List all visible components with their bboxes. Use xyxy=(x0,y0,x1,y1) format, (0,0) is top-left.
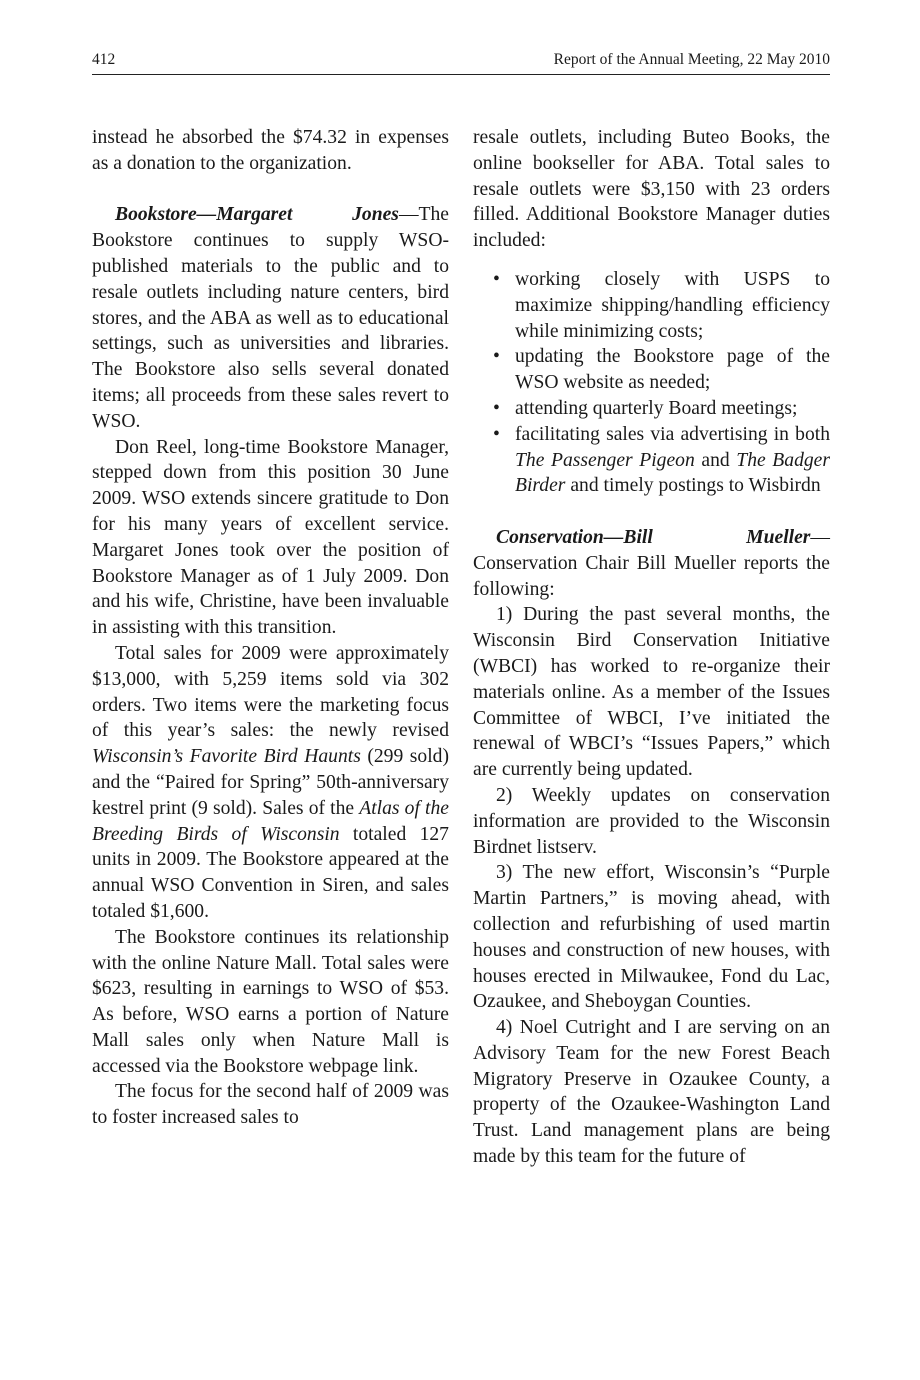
duty-text-c: and timely postings to Wisbirdn xyxy=(565,475,821,497)
list-item xyxy=(473,267,830,344)
section-heading-bookstore: Bookstore—Margaret Jones xyxy=(115,204,399,226)
list-item xyxy=(473,422,830,499)
paragraph-resale-outlets: resale outlets, including Buteo Books, the online bookseller for ABA. Total sales to resale outlets were $3,150 with 23 orders filled. Additional Bookstore Manager duties included: xyxy=(473,127,830,252)
paragraph-bookstore-intro xyxy=(92,202,449,434)
section-heading-conservation: Conservation—Bill Mueller xyxy=(496,526,811,548)
duty-text-b: and xyxy=(694,449,737,471)
conservation-item-3: 3) The new effort, Wisconsin’s “Purple Martin Partners,” is moving ahead, with collection and refurbishing of used martin houses and construction of new houses, with houses erected in Milwaukee, Fond du Lac, Ozaukee, and Sheboygan Counties. xyxy=(473,862,830,1013)
publication-title-passenger-pigeon: The Passenger Pigeon xyxy=(515,449,695,471)
duty-text-a: facilitating sales via advertising in both xyxy=(515,423,830,445)
page-header xyxy=(92,50,830,75)
bookstore-intro-text: —The Bookstore continues to supply WSO-published materials to the public and to resale outlets including nature centers, bird stores, and the ABA as well as to educational settings, such as universities and libraries. The Bookstore also sells several donated items; all proceeds from these sales revert to WSO. xyxy=(92,204,449,432)
paragraph-expenses-donation: instead he absorbed the $74.32 in expenses as a donation to the organization. xyxy=(92,127,449,174)
sales-text-a: Total sales for 2009 were approximately $13,000, with 5,259 items sold via 302 orders. Two items were the marketing focus of this year’s sales: the newly revised xyxy=(92,642,449,742)
conservation-intro-text: —Conservation Chair Bill Mueller reports the following: xyxy=(473,526,830,600)
book-title-bird-haunts: Wisconsin’s Favorite Bird Haunts xyxy=(92,746,361,768)
paragraph-don-reel: Don Reel, long-time Bookstore Manager, stepped down from this position 30 June 2009. WSO extends sincere gratitude to Don for his many years of excellent service. Margaret Jones took over the position of Bookstore Manager as of 1 July 2009. Don and his wife, Christine, have been invaluable in assisting with this transition. xyxy=(92,436,449,639)
bullet-icon: • xyxy=(493,397,500,419)
sales-text-c: totaled 127 units in 2009. The Bookstore appeared at the annual WSO Convention in Siren, and sales totaled $1,600. xyxy=(92,823,449,922)
bullet-icon: • xyxy=(493,268,500,290)
paragraph-conservation-intro xyxy=(473,525,830,602)
paragraph-second-half-focus: The focus for the second half of 2009 was to foster increased sales to xyxy=(92,1081,449,1129)
bullet-icon: • xyxy=(493,346,500,368)
left-column xyxy=(92,125,449,1131)
book-title-atlas: Atlas of the Breeding Birds of Wisconsin xyxy=(92,797,449,845)
list-item xyxy=(473,396,830,422)
duty-text: attending quarterly Board meetings; xyxy=(515,397,798,419)
bullet-icon: • xyxy=(493,423,500,445)
duty-text: working closely with USPS to maximize shipping/handling efficiency while minimizing costs; xyxy=(515,268,830,342)
conservation-item-4: 4) Noel Cutright and I are serving on an Advisory Team for the new Forest Beach Migratory Preserve in Ozaukee County, a property of the Ozaukee-Washington Land Trust. Land management plans are being made by this team for the future of xyxy=(473,1017,830,1168)
publication-title-badger-birder: The Badger Birder xyxy=(515,449,830,497)
page-number: 412 xyxy=(92,51,116,68)
paragraph-total-sales xyxy=(92,641,449,925)
bookstore-duties-list xyxy=(473,267,830,499)
sales-text-b: (299 sold) and the “Paired for Spring” 50th-anniversary kestrel print (9 sold). Sales of the xyxy=(92,746,449,819)
right-column xyxy=(473,125,830,1170)
duty-text: updating the Bookstore page of the WSO website as needed; xyxy=(515,346,830,394)
conservation-item-2: 2) Weekly updates on conservation information are provided to the Wisconsin Birdnet listserv. xyxy=(473,784,830,858)
conservation-item-1: 1) During the past several months, the Wisconsin Bird Conservation Initiative (WBCI) has worked to re-organize their materials online. As a member of the Issues Committee of WBCI, I’ve initiated the renewal of WBCI’s “Issues Papers,” which are currently being updated. xyxy=(473,604,830,781)
paragraph-nature-mall: The Bookstore continues its relationship with the online Nature Mall. Total sales were $623, resulting in earnings to WSO of $53. As before, WSO earns a portion of Nature Mall sales only when Nature Mall is accessed via the Bookstore webpage link. xyxy=(92,926,449,1077)
list-item xyxy=(473,344,830,396)
running-head: Report of the Annual Meeting, 22 May 2010 xyxy=(553,51,830,68)
